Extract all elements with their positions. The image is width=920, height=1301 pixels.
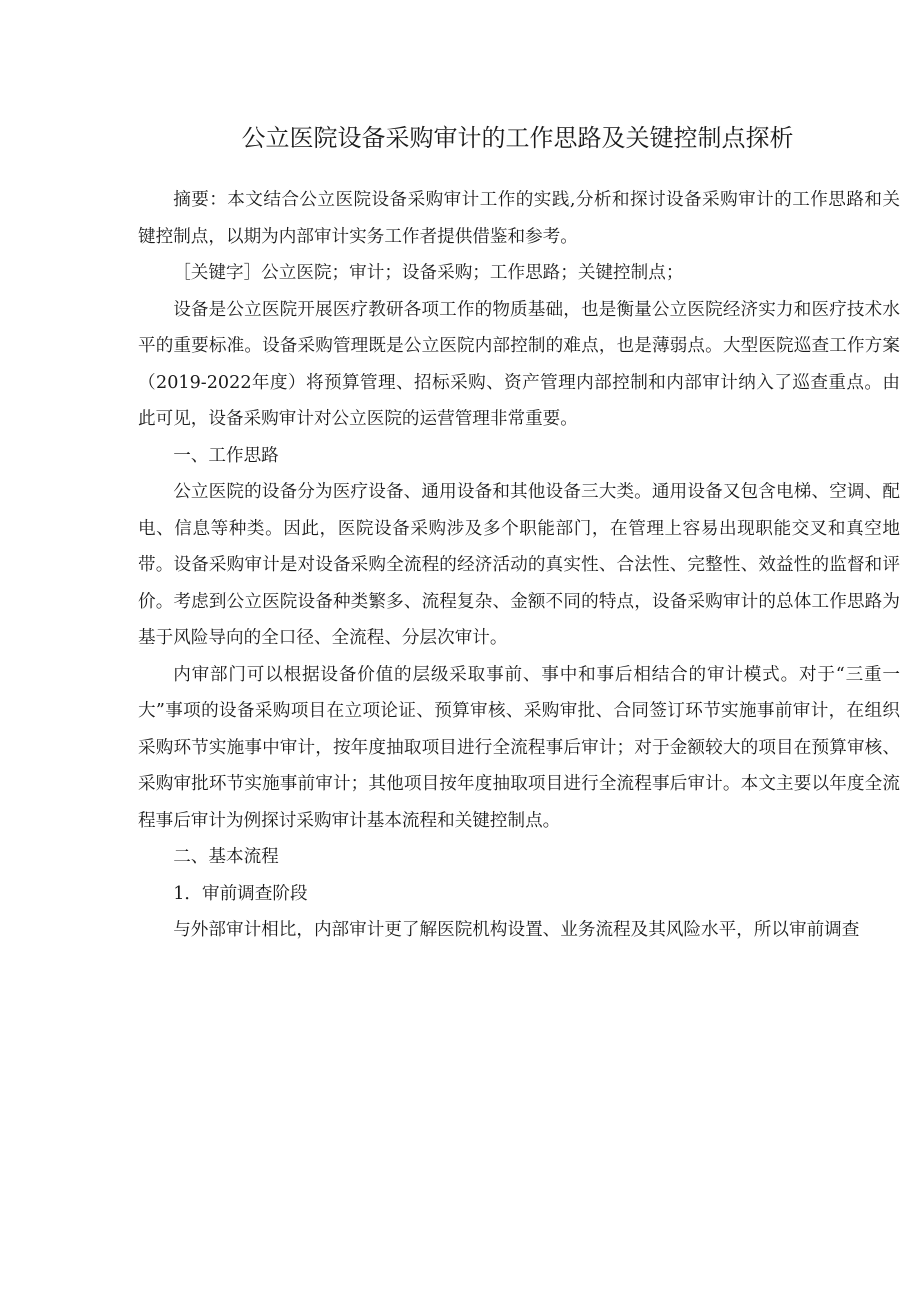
keywords-paragraph: ［关键字］公立医院；审计；设备采购；工作思路；关键控制点；: [173, 263, 684, 283]
section-heading-1: 一、工作思路: [173, 445, 279, 466]
document-body: [138, 182, 900, 949]
section-heading-2: 二、基本流程: [173, 847, 279, 867]
document-title: 公立医院设备采购审计的工作思路及关键控制点探析: [241, 124, 794, 152]
intro-paragraph: 设备是公立医院开展医疗教研各项工作的物质基础，也是衡量公立医院经济实力和医疗技术水平的重要标准。设备采购管理既是公立医院内部控制的难点，也是薄弱点。大型医院巡查工作方案（2019-2022年度）将预算管理、招标采购、资产管理内部控制和内部审计纳入了巡查重点。由此可见，设备采购审计对公立医院的运营管理非常重要。: [138, 299, 900, 429]
section-1-paragraph-2: 内审部门可以根据设备价值的层级采取事前、事中和事后相结合的审计模式。对于“三重一大”事项的设备采购项目在立项论证、预算审核、采购审批、合同签订环节实施事前审计，在组织采购环节实施事中审计，按年度抽取项目进行全流程事后审计；对于金额较大的项目在预算审核、采购审批环节实施事前审计；其他项目按年度抽取项目进行全流程事后审计。本文主要以年度全流程事后审计为例探讨采购审计基本流程和关键控制点。: [138, 664, 900, 831]
subsection-1-paragraph-1: 与外部审计相比，内部审计更了解医院机构设置、业务流程及其风险水平，所以审前调查: [173, 920, 860, 940]
subsection-heading-1: 1．审前调查阶段: [173, 883, 308, 904]
abstract-paragraph: 摘要：本文结合公立医院设备采购审计工作的实践,分析和探讨设备采购审计的工作思路和关键控制点，以期为内部审计实务工作者提供借鉴和参考。: [138, 190, 900, 247]
section-1-paragraph-1: 公立医院的设备分为医疗设备、通用设备和其他设备三大类。通用设备又包含电梯、空调、配电、信息等种类。因此，医院设备采购涉及多个职能部门，在管理上容易出现职能交叉和真空地带。设备采购审计是对设备采购全流程的经济活动的真实性、合法性、完整性、效益性的监督和评价。考虑到公立医院设备种类繁多、流程复杂、金额不同的特点，设备采购审计的总体工作思路为基于风险导向的全口径、全流程、分层次审计。: [138, 482, 900, 648]
